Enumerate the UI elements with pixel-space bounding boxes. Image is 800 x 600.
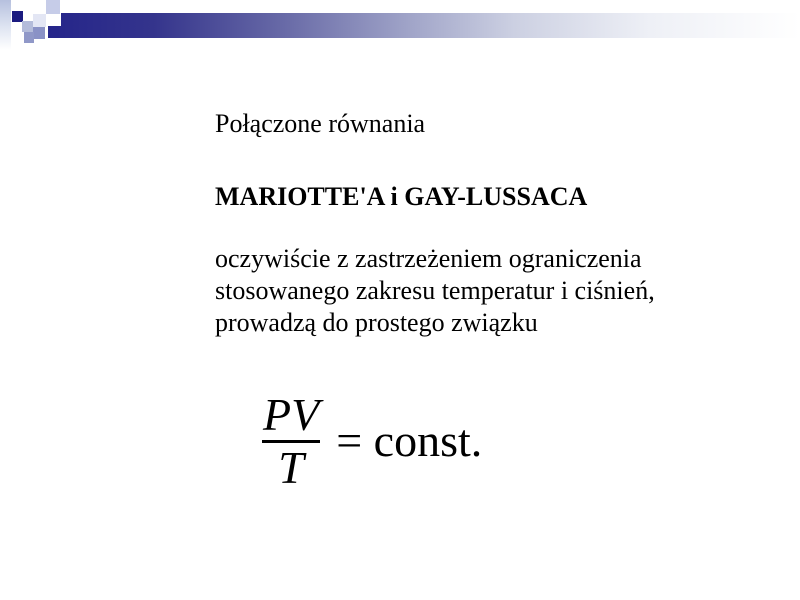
formula — [262, 390, 482, 492]
decor-square-pale — [33, 14, 46, 27]
body-line: prowadzą do prostego związku — [215, 308, 538, 337]
decor-square-slate-left — [24, 32, 34, 43]
decor-square-lightblue — [22, 21, 33, 32]
body-paragraph — [215, 243, 655, 339]
decor-square-lavender — [46, 0, 60, 14]
intro-text: Połączone równania — [215, 109, 426, 138]
left-gradient-strip-decoration — [0, 0, 11, 50]
formula-rhs: = const. — [336, 414, 483, 466]
top-gradient-bar-decoration — [48, 13, 800, 38]
slide-title: MARIOTTE'A i GAY-LUSSACA — [215, 182, 588, 211]
body-line: oczywiście z zastrzeżeniem ograniczenia — [215, 244, 642, 273]
formula-fraction — [262, 390, 320, 492]
formula-denominator: T — [278, 441, 304, 493]
formula-numerator: PV — [263, 389, 320, 440]
body-line: stosowanego zakresu temperatur i ciśnień, — [215, 276, 655, 305]
